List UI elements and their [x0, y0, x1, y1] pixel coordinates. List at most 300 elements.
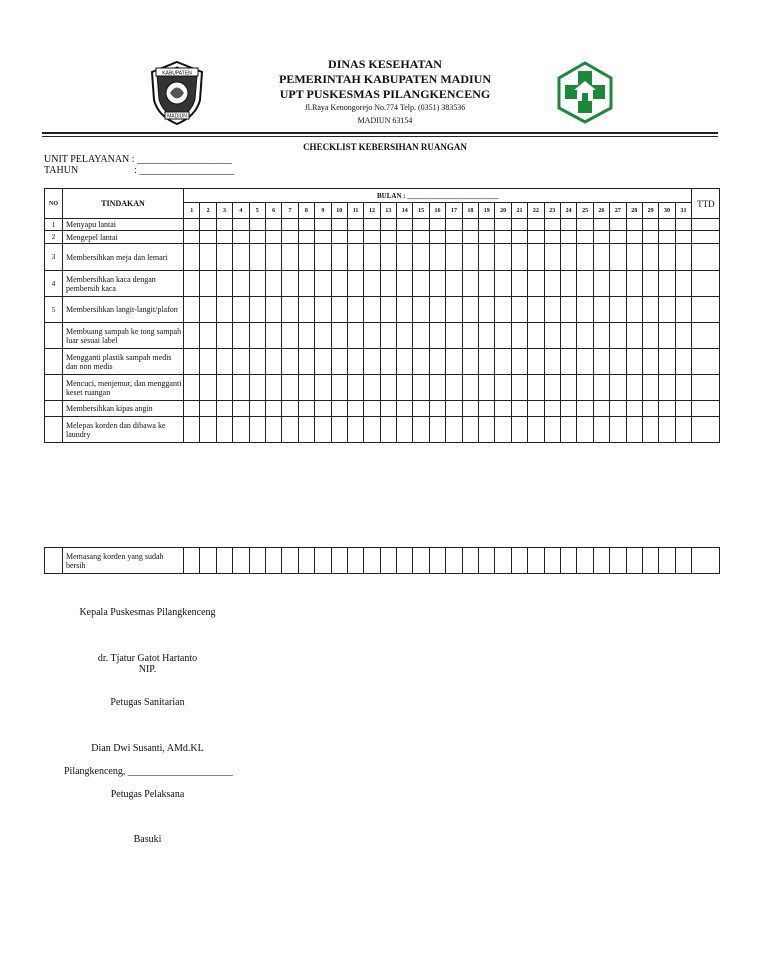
- day-checkbox-cell[interactable]: [511, 244, 527, 271]
- day-checkbox-cell[interactable]: [347, 417, 363, 443]
- day-checkbox-cell[interactable]: [642, 375, 658, 401]
- day-checkbox-cell[interactable]: [216, 231, 232, 244]
- day-checkbox-cell[interactable]: [675, 297, 692, 323]
- day-checkbox-cell[interactable]: [347, 375, 363, 401]
- day-checkbox-cell[interactable]: [364, 417, 380, 443]
- day-checkbox-cell[interactable]: [544, 271, 560, 297]
- day-checkbox-cell[interactable]: [315, 244, 331, 271]
- ttd-cell[interactable]: [692, 417, 720, 443]
- day-checkbox-cell[interactable]: [200, 323, 216, 349]
- day-checkbox-cell[interactable]: [675, 417, 692, 443]
- ttd-cell[interactable]: [692, 231, 720, 244]
- day-checkbox-cell[interactable]: [675, 219, 692, 231]
- day-checkbox-cell[interactable]: [315, 401, 331, 417]
- day-checkbox-cell[interactable]: [233, 271, 249, 297]
- day-checkbox-cell[interactable]: [626, 297, 642, 323]
- day-checkbox-cell[interactable]: [511, 271, 527, 297]
- day-checkbox-cell[interactable]: [610, 401, 626, 417]
- day-checkbox-cell[interactable]: [626, 417, 642, 443]
- day-checkbox-cell[interactable]: [282, 349, 298, 375]
- ttd-cell[interactable]: [692, 219, 720, 231]
- day-checkbox-cell[interactable]: [479, 401, 495, 417]
- day-checkbox-cell[interactable]: [659, 323, 675, 349]
- day-checkbox-cell[interactable]: [610, 231, 626, 244]
- day-checkbox-cell[interactable]: [446, 417, 462, 443]
- day-checkbox-cell[interactable]: [249, 271, 265, 297]
- day-checkbox-cell[interactable]: [364, 244, 380, 271]
- day-checkbox-cell[interactable]: [413, 417, 429, 443]
- day-checkbox-cell[interactable]: [462, 548, 478, 574]
- day-checkbox-cell[interactable]: [626, 349, 642, 375]
- day-checkbox-cell[interactable]: [659, 375, 675, 401]
- day-checkbox-cell[interactable]: [298, 323, 314, 349]
- day-checkbox-cell[interactable]: [184, 349, 200, 375]
- day-checkbox-cell[interactable]: [347, 244, 363, 271]
- day-checkbox-cell[interactable]: [315, 548, 331, 574]
- day-checkbox-cell[interactable]: [397, 244, 413, 271]
- day-checkbox-cell[interactable]: [560, 401, 576, 417]
- day-checkbox-cell[interactable]: [610, 271, 626, 297]
- day-checkbox-cell[interactable]: [265, 231, 281, 244]
- day-checkbox-cell[interactable]: [233, 417, 249, 443]
- day-checkbox-cell[interactable]: [315, 375, 331, 401]
- day-checkbox-cell[interactable]: [610, 297, 626, 323]
- day-checkbox-cell[interactable]: [610, 244, 626, 271]
- day-checkbox-cell[interactable]: [397, 219, 413, 231]
- day-checkbox-cell[interactable]: [331, 548, 347, 574]
- day-checkbox-cell[interactable]: [544, 417, 560, 443]
- day-checkbox-cell[interactable]: [397, 297, 413, 323]
- day-checkbox-cell[interactable]: [675, 349, 692, 375]
- day-checkbox-cell[interactable]: [249, 417, 265, 443]
- day-checkbox-cell[interactable]: [659, 349, 675, 375]
- day-checkbox-cell[interactable]: [462, 401, 478, 417]
- day-checkbox-cell[interactable]: [446, 231, 462, 244]
- day-checkbox-cell[interactable]: [380, 231, 396, 244]
- day-checkbox-cell[interactable]: [364, 231, 380, 244]
- day-checkbox-cell[interactable]: [397, 401, 413, 417]
- day-checkbox-cell[interactable]: [511, 417, 527, 443]
- day-checkbox-cell[interactable]: [511, 349, 527, 375]
- day-checkbox-cell[interactable]: [282, 219, 298, 231]
- day-checkbox-cell[interactable]: [675, 375, 692, 401]
- day-checkbox-cell[interactable]: [282, 271, 298, 297]
- day-checkbox-cell[interactable]: [380, 401, 396, 417]
- day-checkbox-cell[interactable]: [397, 323, 413, 349]
- day-checkbox-cell[interactable]: [511, 323, 527, 349]
- day-checkbox-cell[interactable]: [413, 323, 429, 349]
- day-checkbox-cell[interactable]: [298, 401, 314, 417]
- ttd-cell[interactable]: [692, 548, 720, 574]
- ttd-cell[interactable]: [692, 271, 720, 297]
- day-checkbox-cell[interactable]: [544, 401, 560, 417]
- ttd-cell[interactable]: [692, 375, 720, 401]
- day-checkbox-cell[interactable]: [479, 231, 495, 244]
- day-checkbox-cell[interactable]: [626, 271, 642, 297]
- day-checkbox-cell[interactable]: [397, 349, 413, 375]
- day-checkbox-cell[interactable]: [233, 231, 249, 244]
- day-checkbox-cell[interactable]: [593, 375, 609, 401]
- ttd-cell[interactable]: [692, 401, 720, 417]
- day-checkbox-cell[interactable]: [642, 271, 658, 297]
- day-checkbox-cell[interactable]: [626, 231, 642, 244]
- day-checkbox-cell[interactable]: [184, 231, 200, 244]
- day-checkbox-cell[interactable]: [380, 297, 396, 323]
- day-checkbox-cell[interactable]: [331, 401, 347, 417]
- day-checkbox-cell[interactable]: [560, 349, 576, 375]
- day-checkbox-cell[interactable]: [216, 244, 232, 271]
- day-checkbox-cell[interactable]: [216, 219, 232, 231]
- day-checkbox-cell[interactable]: [397, 375, 413, 401]
- day-checkbox-cell[interactable]: [462, 349, 478, 375]
- day-checkbox-cell[interactable]: [265, 548, 281, 574]
- day-checkbox-cell[interactable]: [479, 219, 495, 231]
- day-checkbox-cell[interactable]: [626, 323, 642, 349]
- day-checkbox-cell[interactable]: [380, 271, 396, 297]
- day-checkbox-cell[interactable]: [577, 297, 593, 323]
- day-checkbox-cell[interactable]: [610, 219, 626, 231]
- day-checkbox-cell[interactable]: [495, 417, 511, 443]
- day-checkbox-cell[interactable]: [544, 323, 560, 349]
- day-checkbox-cell[interactable]: [528, 244, 544, 271]
- day-checkbox-cell[interactable]: [233, 375, 249, 401]
- day-checkbox-cell[interactable]: [511, 219, 527, 231]
- day-checkbox-cell[interactable]: [528, 219, 544, 231]
- day-checkbox-cell[interactable]: [184, 401, 200, 417]
- day-checkbox-cell[interactable]: [315, 349, 331, 375]
- day-checkbox-cell[interactable]: [560, 548, 576, 574]
- day-checkbox-cell[interactable]: [184, 375, 200, 401]
- day-checkbox-cell[interactable]: [610, 323, 626, 349]
- day-checkbox-cell[interactable]: [298, 349, 314, 375]
- day-checkbox-cell[interactable]: [265, 271, 281, 297]
- day-checkbox-cell[interactable]: [659, 297, 675, 323]
- day-checkbox-cell[interactable]: [265, 219, 281, 231]
- day-checkbox-cell[interactable]: [216, 375, 232, 401]
- day-checkbox-cell[interactable]: [462, 244, 478, 271]
- day-checkbox-cell[interactable]: [462, 231, 478, 244]
- day-checkbox-cell[interactable]: [364, 219, 380, 231]
- day-checkbox-cell[interactable]: [560, 219, 576, 231]
- day-checkbox-cell[interactable]: [216, 417, 232, 443]
- day-checkbox-cell[interactable]: [184, 417, 200, 443]
- day-checkbox-cell[interactable]: [364, 271, 380, 297]
- day-checkbox-cell[interactable]: [380, 548, 396, 574]
- day-checkbox-cell[interactable]: [511, 375, 527, 401]
- day-checkbox-cell[interactable]: [528, 417, 544, 443]
- day-checkbox-cell[interactable]: [249, 548, 265, 574]
- day-checkbox-cell[interactable]: [200, 271, 216, 297]
- day-checkbox-cell[interactable]: [397, 271, 413, 297]
- day-checkbox-cell[interactable]: [544, 297, 560, 323]
- day-checkbox-cell[interactable]: [397, 231, 413, 244]
- day-checkbox-cell[interactable]: [544, 244, 560, 271]
- day-checkbox-cell[interactable]: [593, 349, 609, 375]
- day-checkbox-cell[interactable]: [675, 231, 692, 244]
- day-checkbox-cell[interactable]: [397, 417, 413, 443]
- day-checkbox-cell[interactable]: [429, 401, 445, 417]
- day-checkbox-cell[interactable]: [560, 271, 576, 297]
- day-checkbox-cell[interactable]: [495, 271, 511, 297]
- day-checkbox-cell[interactable]: [200, 417, 216, 443]
- day-checkbox-cell[interactable]: [593, 271, 609, 297]
- day-checkbox-cell[interactable]: [298, 244, 314, 271]
- day-checkbox-cell[interactable]: [626, 548, 642, 574]
- day-checkbox-cell[interactable]: [413, 349, 429, 375]
- day-checkbox-cell[interactable]: [642, 323, 658, 349]
- day-checkbox-cell[interactable]: [462, 323, 478, 349]
- day-checkbox-cell[interactable]: [282, 375, 298, 401]
- day-checkbox-cell[interactable]: [593, 219, 609, 231]
- day-checkbox-cell[interactable]: [479, 271, 495, 297]
- day-checkbox-cell[interactable]: [216, 349, 232, 375]
- day-checkbox-cell[interactable]: [233, 401, 249, 417]
- day-checkbox-cell[interactable]: [577, 271, 593, 297]
- day-checkbox-cell[interactable]: [347, 548, 363, 574]
- day-checkbox-cell[interactable]: [642, 401, 658, 417]
- day-checkbox-cell[interactable]: [495, 219, 511, 231]
- day-checkbox-cell[interactable]: [413, 271, 429, 297]
- day-checkbox-cell[interactable]: [577, 349, 593, 375]
- day-checkbox-cell[interactable]: [216, 548, 232, 574]
- day-checkbox-cell[interactable]: [528, 548, 544, 574]
- day-checkbox-cell[interactable]: [200, 401, 216, 417]
- day-checkbox-cell[interactable]: [626, 401, 642, 417]
- day-checkbox-cell[interactable]: [626, 375, 642, 401]
- day-checkbox-cell[interactable]: [479, 375, 495, 401]
- day-checkbox-cell[interactable]: [659, 244, 675, 271]
- day-checkbox-cell[interactable]: [495, 297, 511, 323]
- day-checkbox-cell[interactable]: [315, 219, 331, 231]
- day-checkbox-cell[interactable]: [282, 244, 298, 271]
- day-checkbox-cell[interactable]: [429, 323, 445, 349]
- day-checkbox-cell[interactable]: [528, 401, 544, 417]
- day-checkbox-cell[interactable]: [446, 401, 462, 417]
- day-checkbox-cell[interactable]: [462, 271, 478, 297]
- day-checkbox-cell[interactable]: [233, 349, 249, 375]
- day-checkbox-cell[interactable]: [626, 244, 642, 271]
- day-checkbox-cell[interactable]: [249, 349, 265, 375]
- day-checkbox-cell[interactable]: [298, 548, 314, 574]
- day-checkbox-cell[interactable]: [216, 323, 232, 349]
- day-checkbox-cell[interactable]: [184, 271, 200, 297]
- day-checkbox-cell[interactable]: [560, 297, 576, 323]
- day-checkbox-cell[interactable]: [642, 231, 658, 244]
- day-checkbox-cell[interactable]: [347, 401, 363, 417]
- day-checkbox-cell[interactable]: [659, 219, 675, 231]
- day-checkbox-cell[interactable]: [331, 271, 347, 297]
- day-checkbox-cell[interactable]: [347, 271, 363, 297]
- day-checkbox-cell[interactable]: [200, 375, 216, 401]
- day-checkbox-cell[interactable]: [347, 297, 363, 323]
- day-checkbox-cell[interactable]: [364, 297, 380, 323]
- day-checkbox-cell[interactable]: [462, 375, 478, 401]
- day-checkbox-cell[interactable]: [446, 375, 462, 401]
- day-checkbox-cell[interactable]: [593, 244, 609, 271]
- day-checkbox-cell[interactable]: [184, 244, 200, 271]
- day-checkbox-cell[interactable]: [298, 375, 314, 401]
- day-checkbox-cell[interactable]: [331, 349, 347, 375]
- day-checkbox-cell[interactable]: [200, 548, 216, 574]
- day-checkbox-cell[interactable]: [429, 219, 445, 231]
- day-checkbox-cell[interactable]: [265, 349, 281, 375]
- day-checkbox-cell[interactable]: [397, 548, 413, 574]
- day-checkbox-cell[interactable]: [331, 244, 347, 271]
- day-checkbox-cell[interactable]: [462, 417, 478, 443]
- day-checkbox-cell[interactable]: [593, 401, 609, 417]
- day-checkbox-cell[interactable]: [429, 417, 445, 443]
- day-checkbox-cell[interactable]: [315, 323, 331, 349]
- day-checkbox-cell[interactable]: [200, 219, 216, 231]
- day-checkbox-cell[interactable]: [331, 297, 347, 323]
- day-checkbox-cell[interactable]: [593, 548, 609, 574]
- day-checkbox-cell[interactable]: [593, 297, 609, 323]
- day-checkbox-cell[interactable]: [265, 417, 281, 443]
- day-checkbox-cell[interactable]: [544, 219, 560, 231]
- day-checkbox-cell[interactable]: [642, 417, 658, 443]
- day-checkbox-cell[interactable]: [233, 219, 249, 231]
- day-checkbox-cell[interactable]: [511, 401, 527, 417]
- ttd-cell[interactable]: [692, 349, 720, 375]
- day-checkbox-cell[interactable]: [528, 349, 544, 375]
- day-checkbox-cell[interactable]: [216, 271, 232, 297]
- day-checkbox-cell[interactable]: [577, 417, 593, 443]
- day-checkbox-cell[interactable]: [347, 219, 363, 231]
- day-checkbox-cell[interactable]: [446, 271, 462, 297]
- day-checkbox-cell[interactable]: [675, 323, 692, 349]
- day-checkbox-cell[interactable]: [675, 271, 692, 297]
- day-checkbox-cell[interactable]: [511, 548, 527, 574]
- day-checkbox-cell[interactable]: [200, 297, 216, 323]
- day-checkbox-cell[interactable]: [528, 271, 544, 297]
- day-checkbox-cell[interactable]: [315, 417, 331, 443]
- day-checkbox-cell[interactable]: [298, 297, 314, 323]
- day-checkbox-cell[interactable]: [479, 323, 495, 349]
- day-checkbox-cell[interactable]: [511, 231, 527, 244]
- day-checkbox-cell[interactable]: [347, 231, 363, 244]
- day-checkbox-cell[interactable]: [429, 231, 445, 244]
- day-checkbox-cell[interactable]: [642, 297, 658, 323]
- day-checkbox-cell[interactable]: [282, 231, 298, 244]
- day-checkbox-cell[interactable]: [642, 548, 658, 574]
- day-checkbox-cell[interactable]: [216, 401, 232, 417]
- day-checkbox-cell[interactable]: [380, 244, 396, 271]
- day-checkbox-cell[interactable]: [184, 219, 200, 231]
- day-checkbox-cell[interactable]: [495, 548, 511, 574]
- ttd-cell[interactable]: [692, 297, 720, 323]
- day-checkbox-cell[interactable]: [233, 548, 249, 574]
- day-checkbox-cell[interactable]: [380, 417, 396, 443]
- day-checkbox-cell[interactable]: [593, 231, 609, 244]
- day-checkbox-cell[interactable]: [282, 401, 298, 417]
- day-checkbox-cell[interactable]: [184, 548, 200, 574]
- day-checkbox-cell[interactable]: [577, 231, 593, 244]
- day-checkbox-cell[interactable]: [528, 375, 544, 401]
- day-checkbox-cell[interactable]: [200, 349, 216, 375]
- day-checkbox-cell[interactable]: [544, 375, 560, 401]
- day-checkbox-cell[interactable]: [446, 323, 462, 349]
- day-checkbox-cell[interactable]: [642, 349, 658, 375]
- day-checkbox-cell[interactable]: [659, 231, 675, 244]
- day-checkbox-cell[interactable]: [610, 417, 626, 443]
- day-checkbox-cell[interactable]: [429, 548, 445, 574]
- day-checkbox-cell[interactable]: [642, 244, 658, 271]
- day-checkbox-cell[interactable]: [364, 401, 380, 417]
- day-checkbox-cell[interactable]: [446, 548, 462, 574]
- day-checkbox-cell[interactable]: [249, 244, 265, 271]
- day-checkbox-cell[interactable]: [315, 297, 331, 323]
- day-checkbox-cell[interactable]: [577, 548, 593, 574]
- day-checkbox-cell[interactable]: [315, 231, 331, 244]
- day-checkbox-cell[interactable]: [479, 548, 495, 574]
- day-checkbox-cell[interactable]: [249, 219, 265, 231]
- day-checkbox-cell[interactable]: [560, 323, 576, 349]
- day-checkbox-cell[interactable]: [675, 401, 692, 417]
- day-checkbox-cell[interactable]: [331, 231, 347, 244]
- day-checkbox-cell[interactable]: [429, 375, 445, 401]
- day-checkbox-cell[interactable]: [429, 271, 445, 297]
- day-checkbox-cell[interactable]: [577, 219, 593, 231]
- day-checkbox-cell[interactable]: [577, 244, 593, 271]
- day-checkbox-cell[interactable]: [347, 349, 363, 375]
- day-checkbox-cell[interactable]: [413, 231, 429, 244]
- day-checkbox-cell[interactable]: [364, 548, 380, 574]
- day-checkbox-cell[interactable]: [659, 548, 675, 574]
- day-checkbox-cell[interactable]: [380, 219, 396, 231]
- day-checkbox-cell[interactable]: [331, 219, 347, 231]
- day-checkbox-cell[interactable]: [347, 323, 363, 349]
- day-checkbox-cell[interactable]: [446, 297, 462, 323]
- day-checkbox-cell[interactable]: [200, 244, 216, 271]
- day-checkbox-cell[interactable]: [249, 323, 265, 349]
- day-checkbox-cell[interactable]: [495, 323, 511, 349]
- day-checkbox-cell[interactable]: [429, 297, 445, 323]
- day-checkbox-cell[interactable]: [462, 297, 478, 323]
- day-checkbox-cell[interactable]: [462, 219, 478, 231]
- day-checkbox-cell[interactable]: [528, 297, 544, 323]
- day-checkbox-cell[interactable]: [544, 349, 560, 375]
- day-checkbox-cell[interactable]: [495, 231, 511, 244]
- day-checkbox-cell[interactable]: [659, 401, 675, 417]
- day-checkbox-cell[interactable]: [364, 323, 380, 349]
- day-checkbox-cell[interactable]: [413, 219, 429, 231]
- day-checkbox-cell[interactable]: [413, 375, 429, 401]
- day-checkbox-cell[interactable]: [282, 297, 298, 323]
- day-checkbox-cell[interactable]: [577, 323, 593, 349]
- day-checkbox-cell[interactable]: [528, 323, 544, 349]
- day-checkbox-cell[interactable]: [298, 271, 314, 297]
- day-checkbox-cell[interactable]: [249, 297, 265, 323]
- day-checkbox-cell[interactable]: [265, 401, 281, 417]
- ttd-cell[interactable]: [692, 323, 720, 349]
- day-checkbox-cell[interactable]: [626, 219, 642, 231]
- day-checkbox-cell[interactable]: [282, 417, 298, 443]
- day-checkbox-cell[interactable]: [364, 349, 380, 375]
- day-checkbox-cell[interactable]: [479, 244, 495, 271]
- day-checkbox-cell[interactable]: [380, 323, 396, 349]
- day-checkbox-cell[interactable]: [610, 548, 626, 574]
- day-checkbox-cell[interactable]: [577, 401, 593, 417]
- day-checkbox-cell[interactable]: [560, 375, 576, 401]
- day-checkbox-cell[interactable]: [446, 244, 462, 271]
- day-checkbox-cell[interactable]: [413, 297, 429, 323]
- day-checkbox-cell[interactable]: [216, 297, 232, 323]
- day-checkbox-cell[interactable]: [560, 244, 576, 271]
- day-checkbox-cell[interactable]: [659, 417, 675, 443]
- day-checkbox-cell[interactable]: [265, 297, 281, 323]
- day-checkbox-cell[interactable]: [429, 349, 445, 375]
- day-checkbox-cell[interactable]: [265, 244, 281, 271]
